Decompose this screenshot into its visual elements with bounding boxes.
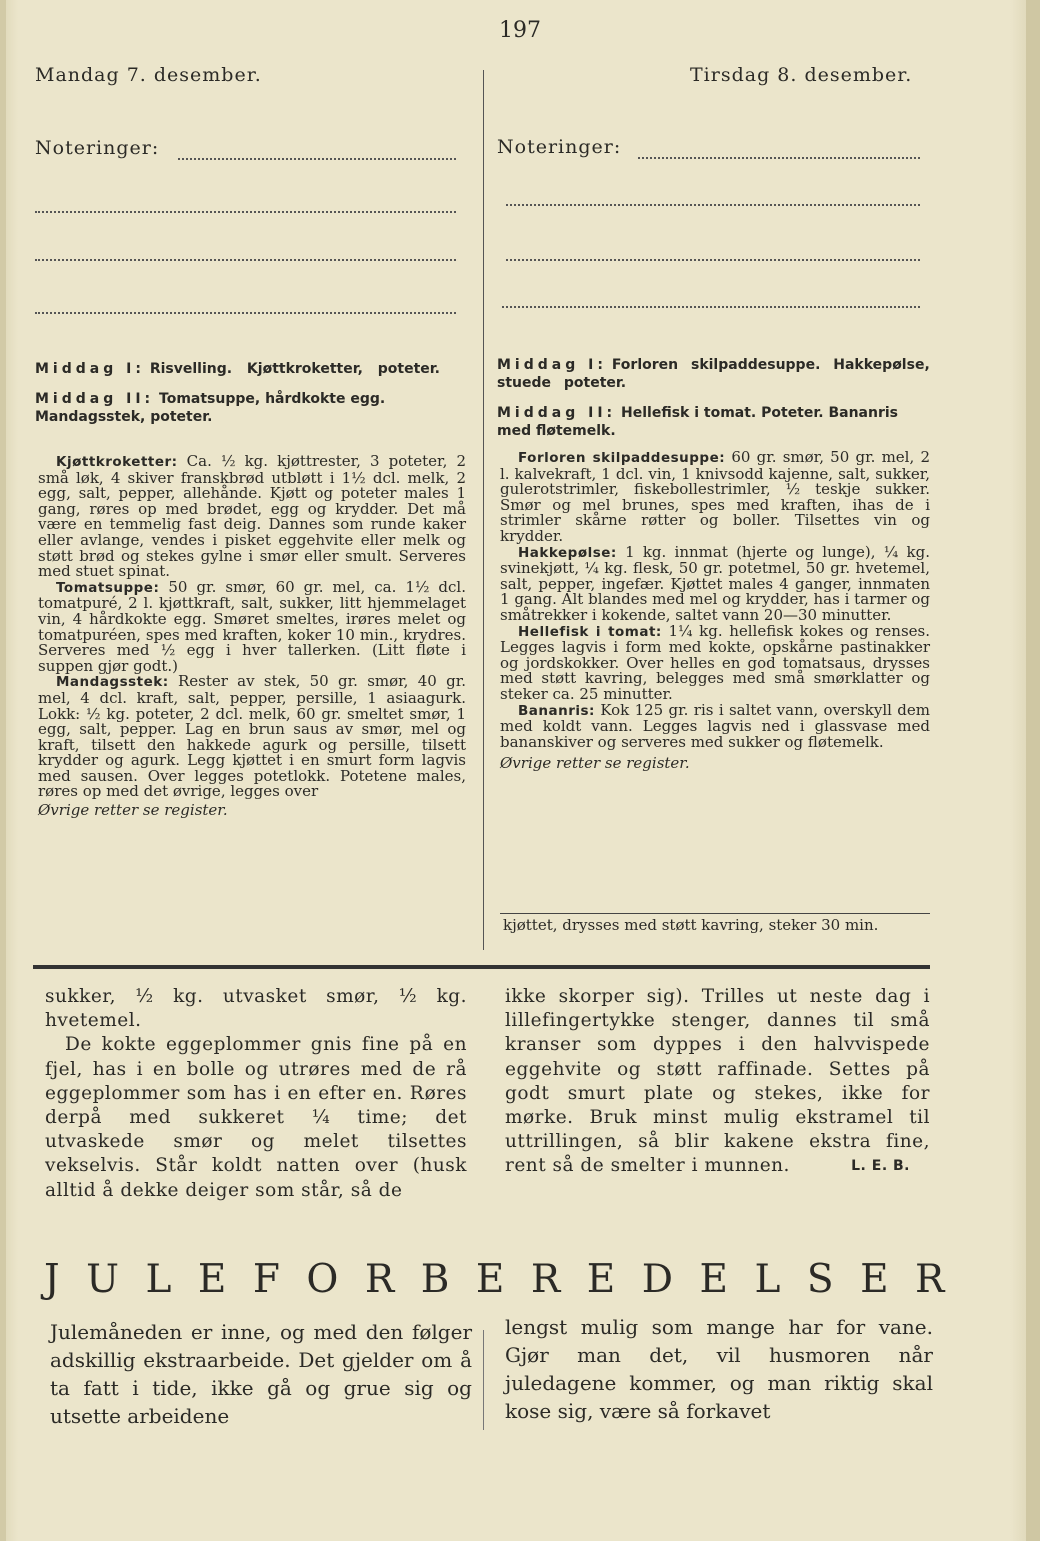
recipe-kjottkroketter [38, 454, 466, 580]
recipe-bananris [500, 700, 930, 751]
recipe-forloren-skilpaddesuppe [500, 450, 930, 545]
right-menu [497, 356, 930, 440]
column-divider [483, 70, 484, 950]
right-menu-1-text: Forloren skilpaddesuppe. Hakkepølse, stuede poteter. [497, 357, 930, 391]
left-notes-line-1 [178, 158, 456, 160]
recipe-text: Ca. ½ kg. kjøttrester, 3 poteter, 2 små løk, 4 skiver franskbrød utbløtt i 1½ dcl. melk, 2 egg, salt, pepper, allehånde. Kjøtt og poteter males 1 gang, røres op med brødet, egg og krydder. Det må være en temmelig fast deig. Dannes som runde kaker eller avlange, vendes i pisket eggehvite eller melk og støtt brød og stekes gylne i smør eller smult. Serveres med stuet spinat. [38, 452, 466, 581]
page-number: 197 [499, 18, 541, 43]
lower-right-p1: ikke skorper sig). Trilles ut neste dag i lillefingertykke stenger, dannes til små kranser som dyppes i den halvvispede eggehvite og støtt raffinade. Settes på godt smurt plate og stekes, ikke for mørke. Bruk minst mulig ekstramel til uttrillingen, så blir kakene ekstra fine, rent så de smelter i munnen. [505, 986, 930, 1177]
continuation-rule [500, 913, 930, 914]
lower-right-text [505, 985, 930, 1179]
recipe-tomatsuppe [38, 577, 466, 675]
left-menu [35, 360, 465, 426]
lower-left-p1: sukker, ½ kg. utvasket smør, ½ kg. hvetemel. [45, 986, 467, 1032]
left-notes-line-2 [35, 211, 456, 213]
right-menu-1-label: Middag I: [497, 357, 607, 373]
page-edge-left [0, 0, 6, 1541]
article-heading: JULEFORBEREDELSER [44, 1257, 971, 1302]
page-edge-right [1026, 0, 1040, 1541]
right-menu-2-text: Hellefisk i tomat. Poteter. Bananris med fløtemelk. [497, 405, 899, 439]
recipe-name: Forloren skilpaddesuppe: [518, 450, 726, 466]
recipe-name: Hakkepølse: [518, 544, 617, 561]
recipe-text: Rester av stek, 50 gr. smør, 40 gr. mel, 4 dcl. kraft, salt, pepper, persille, 1 asiaagurk. Lokk: ½ kg. poteter, 2 dcl. melk, 60 gr. smeltet smør, 1 egg, salt, pepper. Lag en brun saus av smør, mel og kraft, tilsett den hakkede agurk og persille, tilsett krydder og agurk. Legg kjøttet i en smurt form lagvis med sausen. Over legges potetlokk. Potetene males, røres op med det øvrige, legges over [38, 672, 466, 801]
right-notes-line-1 [638, 157, 920, 159]
left-menu-2-text: Tomatsuppe, hårdkokte egg. Mandagsstek, poteter. [35, 391, 386, 425]
article-divider [483, 1330, 484, 1430]
left-menu-1-label: Middag I: [35, 361, 145, 377]
right-notes-line-4 [502, 306, 920, 308]
right-footer-note: Øvrige retter se register. [500, 754, 690, 773]
recipe-name: Kjøttkroketter: [56, 454, 178, 470]
recipe-hakkepolse [500, 542, 930, 624]
recipe-text: 60 gr. smør, 50 gr. mel, 2 l. kalvekraft, 1 dcl. vin, 1 knivsodd kajenne, salt, sukker, gulerotstrimler, fiskebollestrimler, ½ teskje sukker. Smør og mel brunes, spes med kraften, ihas de i strimler skårne røtter og boller. Tilsettes vin og krydder. [500, 448, 930, 545]
recipe-mandagsstek [38, 674, 466, 800]
right-menu-2-label: Middag II: [497, 405, 617, 421]
lower-left-text [45, 985, 467, 1203]
right-recipes [500, 450, 930, 772]
left-day-title: Mandag 7. desember. [35, 64, 262, 86]
left-footer-note: Øvrige retter se register. [38, 801, 228, 820]
recipe-text: 50 gr. smør, 60 gr. mel, ca. 1½ dcl. tomatpuré, 2 l. kjøttkraft, salt, sukker, litt hjemmelaget vin, 4 hårdkokte egg. Smøret smeltes, irøres melet og tomatpuréen, spes med kraften, koker 10 min., krydres. Serveres med ½ egg i hver tallerken. (Litt fløte i suppen gjør godt.) [38, 577, 466, 675]
left-menu-2-label: Middag II: [35, 391, 155, 407]
recipe-name: Mandagsstek: [56, 674, 169, 691]
left-recipes [38, 454, 466, 819]
left-notes-label: Noteringer: [35, 137, 160, 159]
left-menu-1-text: Risvelling. Kjøttkroketter, poteter. [149, 361, 440, 377]
section-divider [33, 965, 930, 969]
article-left: Julemåneden er inne, og med den følger adskillig ekstraarbeide. Det gjelder om å ta fatt i tide, ikke gå og grue sig og utsette arbeidene [50, 1320, 472, 1428]
lower-left-p2: De kokte eggeplommer gnis fine på en fjel, has i en bolle og utrøres med de rå eggeplommer som has i en efter en. Røres derpå med sukkeret ¼ time; det utvaskede smør og melet tilsettes vekselvis. Står koldt natten over (husk alltid å dekke deiger som står, så de [45, 1034, 467, 1201]
right-notes-line-2 [506, 204, 920, 206]
right-day-title: Tirsdag 8. desember. [690, 64, 913, 86]
recipe-name: Bananris: [518, 702, 595, 719]
recipe-hellefisk [500, 621, 930, 703]
recipe-text: 1 kg. innmat (hjerte og lunge), ¼ kg. svinekjøtt, ¼ kg. flesk, 50 gr. potetmel, 50 gr. hvetemel, salt, pepper, ingefær. Kjøttet males 4 ganger, innmaten 1 gang. Alt blandes med mel og krydder, has i tarmer og småtrekker i kokende, saltet vann 20—30 minutter. [500, 542, 930, 624]
recipe-text: 1¼ kg. hellefisk kokes og renses. Legges lagvis i form med kokte, opskårne pastinakker og jordskokker. Over helles en god tomatsaus, drysses med støtt kavring, belegges med små smørklatter og steker ca. 25 minutter. [500, 621, 930, 703]
right-notes-label: Noteringer: [497, 136, 622, 158]
article-right: lengst mulig som mange har for vane. Gjør man det, vil husmoren når juledagene kommer, og man riktig skal kose sig, være så forkavet [505, 1315, 933, 1423]
signature: L. E. B. [851, 1158, 910, 1175]
right-notes-line-3 [506, 259, 920, 261]
right-continuation: kjøttet, drysses med støtt kavring, steker 30 min. [503, 916, 879, 934]
recipe-name: Tomatsuppe: [56, 579, 160, 596]
left-notes-line-3 [35, 259, 456, 261]
left-notes-line-4 [35, 312, 456, 314]
recipe-text: Kok 125 gr. ris i saltet vann, overskyll dem med koldt vann. Legges lagvis ned i glassvase med bananskiver og serveres med sukker og fløtemelk. [500, 700, 930, 751]
recipe-name: Hellefisk i tomat: [518, 623, 662, 640]
